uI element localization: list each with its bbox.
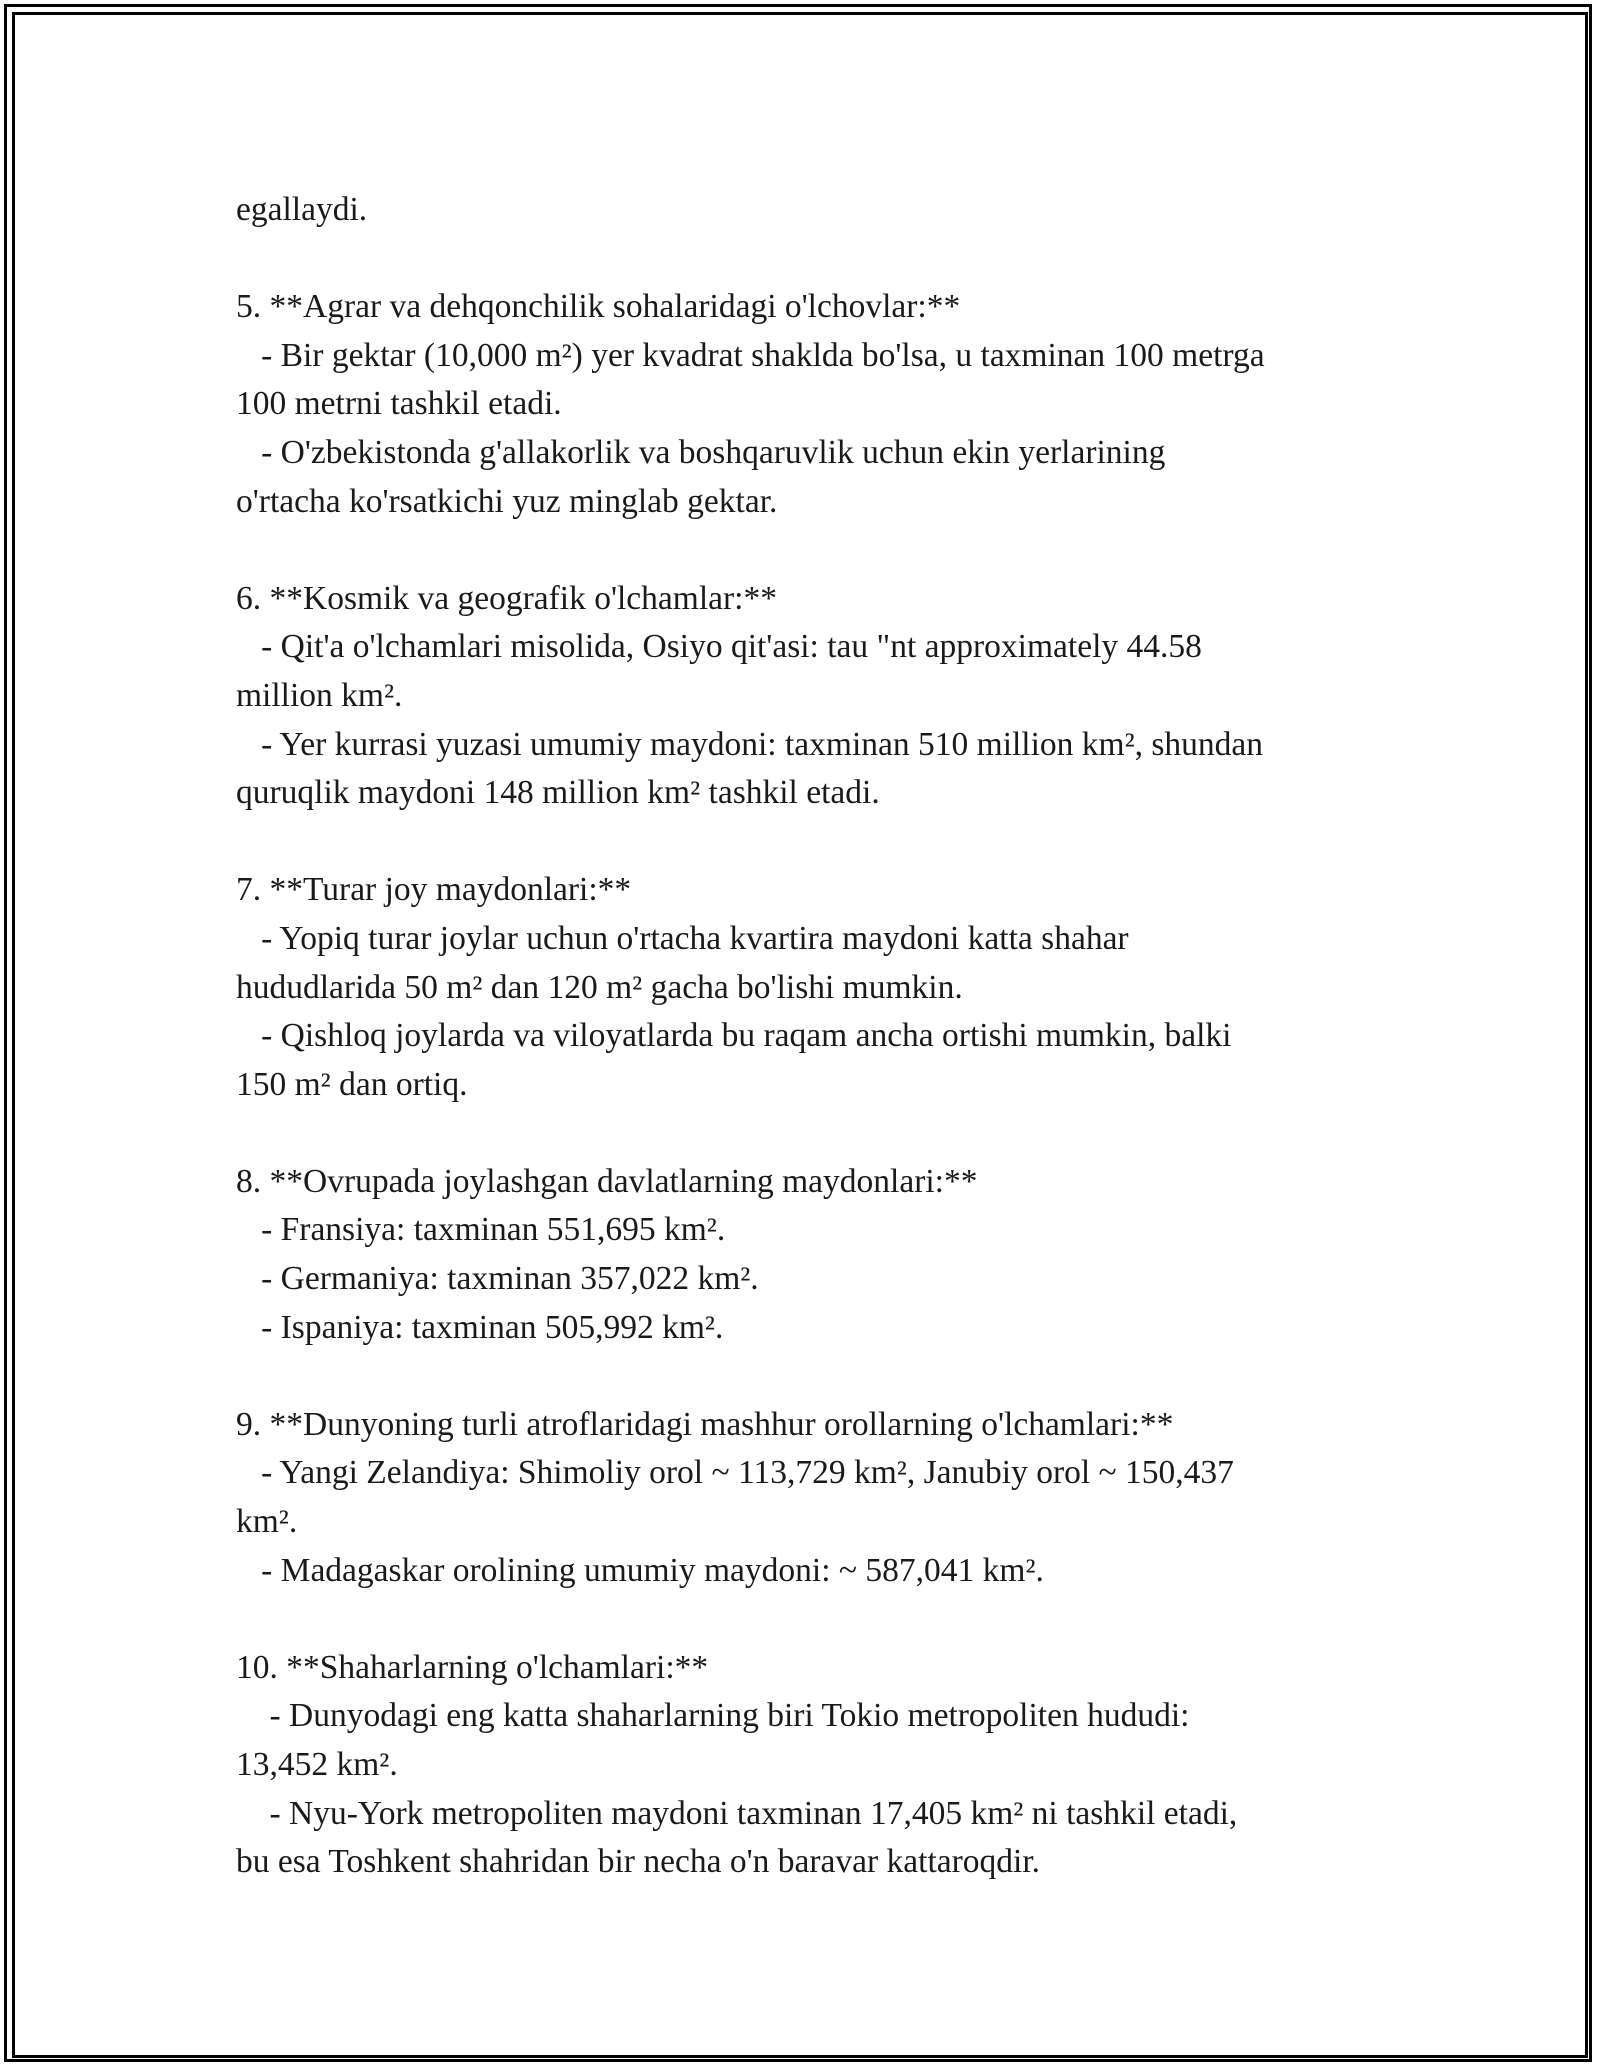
text-line: - Yopiq turar joylar uchun o'rtacha kvartira maydoni katta shahar — [236, 919, 1129, 957]
text-line: 150 m² dan ortiq. — [236, 1065, 468, 1103]
text-line: o'rtacha ko'rsatkichi yuz minglab gektar. — [236, 482, 778, 520]
text-line: - Fransiya: taxminan 551,695 km². — [236, 1211, 726, 1249]
text-line: - Qishloq joylarda va viloyatlarda bu raqam ancha ortishi mumkin, balki — [236, 1017, 1232, 1055]
text-line: 13,452 km². — [236, 1746, 398, 1783]
text-line: - Germaniya: taxminan 357,022 km². — [236, 1260, 759, 1298]
text-line: 5. **Agrar va dehqonchilik sohalaridagi o'lchovlar:** — [236, 288, 961, 326]
text-line: - Ispaniya: taxminan 505,992 km². — [236, 1308, 724, 1346]
text-line: 100 metrni tashkil etadi. — [236, 385, 562, 423]
text-line: hududlarida 50 m² dan 120 m² gacha bo'lishi mumkin. — [236, 968, 963, 1006]
text-line: - Yangi Zelandiya: Shimoliy orol ~ 113,729 km², Janubiy orol ~ 150,437 — [236, 1454, 1234, 1492]
text-line: - Yer kurrasi yuzasi umumiy maydoni: taxminan 510 million km², shundan — [236, 725, 1264, 763]
text-line: million km². — [236, 676, 403, 714]
text-line: - Nyu-York metropoliten maydoni taxminan 17,405 km² ni tashkil etadi, — [236, 1794, 1238, 1832]
text-line: bu esa Toshkent shahridan bir necha o'n baravar kattaroqdir. — [236, 1843, 1041, 1881]
text-line: - Qit'a o'lchamlari misolida, Osiyo qit'asi: tau "nt approximately 44.58 — [236, 628, 1202, 666]
text-line: 10. **Shaharlarning o'lchamlari:** — [236, 1648, 709, 1686]
text-line: km². — [236, 1503, 298, 1541]
text-line: egallaydi. — [236, 191, 368, 228]
text-line: quruqlik maydoni 148 million km² tashkil etadi. — [236, 774, 880, 812]
text-line: - Madagaskar orolining umumiy maydoni: ~ 587,041 km². — [236, 1551, 1044, 1589]
text-line: - Bir gektar (10,000 m²) yer kvadrat shaklda bo'lsa, u taxminan 100 metrga — [236, 336, 1265, 374]
text-line: - O'zbekistonda g'allakorlik va boshqaruvlik uchun ekin yerlarining — [236, 433, 1166, 471]
document-body — [236, 186, 1396, 1887]
text-line: 8. **Ovrupada joylashgan davlatlarning maydonlari:** — [236, 1162, 978, 1200]
text-line: - Dunyodagi eng katta shaharlarning biri Tokio metropoliten hududi: — [236, 1697, 1190, 1735]
text-line: 6. **Kosmik va geografik o'lchamlar:** — [236, 579, 777, 617]
text-line: 9. **Dunyoning turli atroflaridagi mashhur orollarning o'lchamlari:** — [236, 1405, 1174, 1443]
text-line: 7. **Turar joy maydonlari:** — [236, 871, 632, 909]
